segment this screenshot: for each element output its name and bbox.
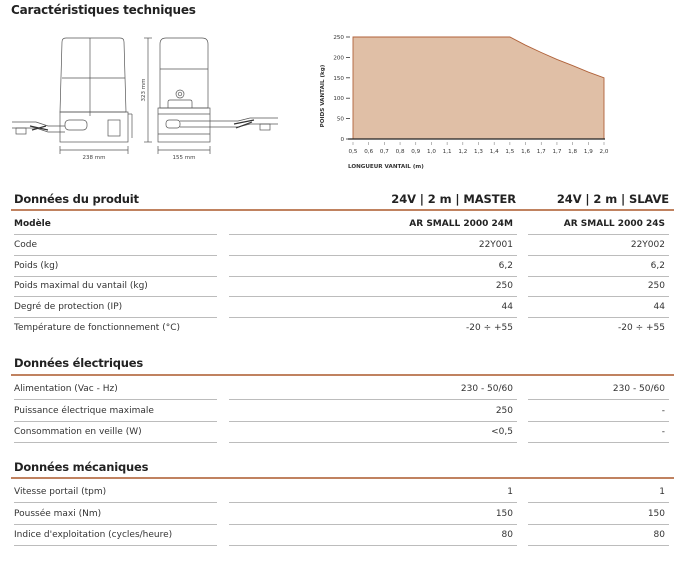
master-value [229, 525, 517, 546]
row-label-text: Poussée maxi (Nm) [14, 508, 102, 519]
mechanical-section-divider [11, 477, 674, 479]
chart-xlabel: LONGUEUR VANTAIL (m) [348, 164, 424, 170]
slave-value-text: -20 ÷ +55 [618, 323, 665, 333]
x-tick-label: 1,7 [536, 149, 546, 155]
mechanical-section-title: Données mécaniques [14, 460, 149, 474]
slave-value-text: 22Y002 [630, 239, 665, 250]
slave-value-text: 6,2 [650, 260, 665, 271]
row-label [14, 401, 217, 422]
y-tick-label: 100 [333, 96, 344, 103]
x-tick-label: 1,5 [505, 149, 515, 155]
mechanical-row [0, 525, 686, 546]
product-row [0, 235, 686, 256]
product-row [0, 214, 686, 235]
release-key [176, 90, 184, 98]
slave-value-text: 44 [653, 302, 665, 313]
electrical-section-title: Données électriques [14, 356, 144, 370]
product-row [0, 256, 686, 277]
x-tick-label: 1,6 [521, 149, 531, 155]
y-tick-label: 200 [333, 55, 344, 62]
front-view-arm [12, 122, 65, 132]
slave-value [528, 235, 669, 256]
front-view-base [60, 112, 128, 142]
product-section-divider [11, 209, 674, 211]
row-label [14, 214, 217, 235]
row-label-text: Vitesse portail (tpm) [14, 487, 107, 497]
row-label-text: Poids maximal du vantail (kg) [14, 281, 148, 292]
master-value-text: AR SMALL 2000 24M [409, 219, 513, 229]
master-value-text: 6,2 [498, 260, 513, 271]
master-value-text: 44 [501, 302, 513, 313]
slave-value [528, 297, 669, 318]
slave-value [528, 482, 669, 503]
mechanical-row [0, 482, 686, 503]
x-tick-label: 0,5 [348, 149, 358, 155]
row-label [14, 276, 217, 297]
row-label [14, 297, 217, 318]
x-tick-label: 1,1 [442, 149, 452, 155]
product-row [0, 276, 686, 297]
x-tick-label: 1,3 [474, 149, 483, 155]
slave-value-text: 230 - 50/60 [612, 384, 665, 394]
x-tick-label: 1,8 [568, 149, 578, 155]
y-tick-label: 50 [336, 116, 344, 123]
product-row [0, 318, 686, 339]
y-tick-label: 250 [333, 35, 344, 41]
electrical-row [0, 379, 686, 400]
slave-value [528, 318, 669, 338]
row-label-text: Consommation en veille (W) [14, 427, 142, 437]
row-label-text: Poids (kg) [14, 260, 59, 271]
product-section-title: Données du produit [14, 192, 139, 206]
slave-value-text: AR SMALL 2000 24S [563, 219, 665, 229]
x-tick-label: 1,7 [552, 149, 562, 155]
master-value [229, 235, 517, 256]
slave-value [528, 379, 669, 400]
row-label-text: Puissance électrique maximale [14, 405, 154, 416]
row-label-text: Alimentation (Vac - Hz) [14, 384, 118, 394]
x-tick-label: 0,6 [364, 149, 374, 155]
x-tick-label: 0,7 [379, 149, 389, 155]
master-value [229, 482, 517, 503]
product-row [0, 297, 686, 318]
slave-value-text: 250 [647, 281, 665, 292]
x-tick-label: 2,0 [599, 149, 609, 155]
slave-value-text: - [661, 405, 665, 416]
x-tick-label: 1,2 [458, 149, 468, 155]
master-value-text: 250 [495, 281, 513, 292]
master-value-text: 150 [495, 508, 513, 519]
master-value-text: <0,5 [491, 427, 513, 437]
master-value-text: 80 [501, 530, 513, 540]
x-tick-label: 1,0 [426, 149, 436, 155]
weight-length-chart [310, 28, 620, 173]
electrical-row [0, 401, 686, 422]
electrical-row [0, 422, 686, 443]
y-tick-label: 150 [333, 75, 344, 82]
front-view-housing [60, 38, 126, 112]
x-tick-label: 1,9 [583, 149, 593, 155]
slave-value [528, 214, 669, 235]
master-value-text: -20 ÷ +55 [466, 323, 513, 333]
row-label-text: Modèle [14, 219, 51, 229]
product-technical-drawing [8, 36, 288, 166]
master-value [229, 318, 517, 338]
row-label-text: Degré de protection (IP) [14, 302, 123, 313]
slave-value-text: 150 [647, 508, 665, 519]
page-title: Caractéristiques techniques [11, 3, 196, 17]
master-column-header: 24V | 2 m | MASTER [391, 192, 516, 206]
row-label [14, 318, 217, 338]
master-value [229, 276, 517, 297]
row-label-text: Température de fonctionnement (°C) [14, 323, 180, 333]
slave-value [528, 504, 669, 525]
row-label-text: Indice d'exploitation (cycles/heure) [14, 530, 173, 540]
slave-value [528, 422, 669, 443]
height-label: 323 mm [141, 78, 147, 102]
chart-ylabel: POIDS VANTAIL (kg) [320, 64, 326, 128]
slave-value-text: - [661, 427, 665, 437]
master-value [229, 504, 517, 525]
slave-value [528, 256, 669, 277]
front-width-label: 238 mm [82, 155, 106, 161]
master-value-text: 1 [507, 487, 513, 497]
electrical-section-divider [11, 374, 674, 376]
slave-value [528, 401, 669, 422]
master-value-text: 250 [495, 405, 513, 416]
master-value [229, 214, 517, 235]
master-value [229, 256, 517, 277]
mechanical-row [0, 504, 686, 525]
master-value-text: 22Y001 [478, 239, 513, 250]
side-width-label: 155 mm [172, 155, 196, 161]
master-value [229, 297, 517, 318]
row-label [14, 482, 217, 503]
x-tick-label: 0,9 [411, 149, 421, 155]
slave-value-text: 1 [659, 487, 665, 497]
slave-column-header: 24V | 2 m | SLAVE [556, 192, 669, 206]
master-value-text: 230 - 50/60 [460, 384, 513, 394]
row-label [14, 422, 217, 443]
row-label-text: Code [14, 239, 38, 250]
row-label [14, 504, 217, 525]
row-label [14, 379, 217, 400]
slave-value [528, 525, 669, 546]
row-label [14, 525, 217, 546]
master-value [229, 379, 517, 400]
row-label [14, 256, 217, 277]
y-tick-label: 0 [340, 137, 344, 143]
x-tick-label: 0,8 [395, 149, 405, 155]
x-tick-label: 1,4 [489, 149, 499, 155]
row-label [14, 235, 217, 256]
master-value [229, 401, 517, 422]
slave-value [528, 276, 669, 297]
side-view-arm [180, 118, 278, 127]
chart-area-series [353, 37, 604, 139]
side-view-housing [160, 38, 208, 108]
master-value [229, 422, 517, 443]
slave-value-text: 80 [653, 530, 665, 540]
